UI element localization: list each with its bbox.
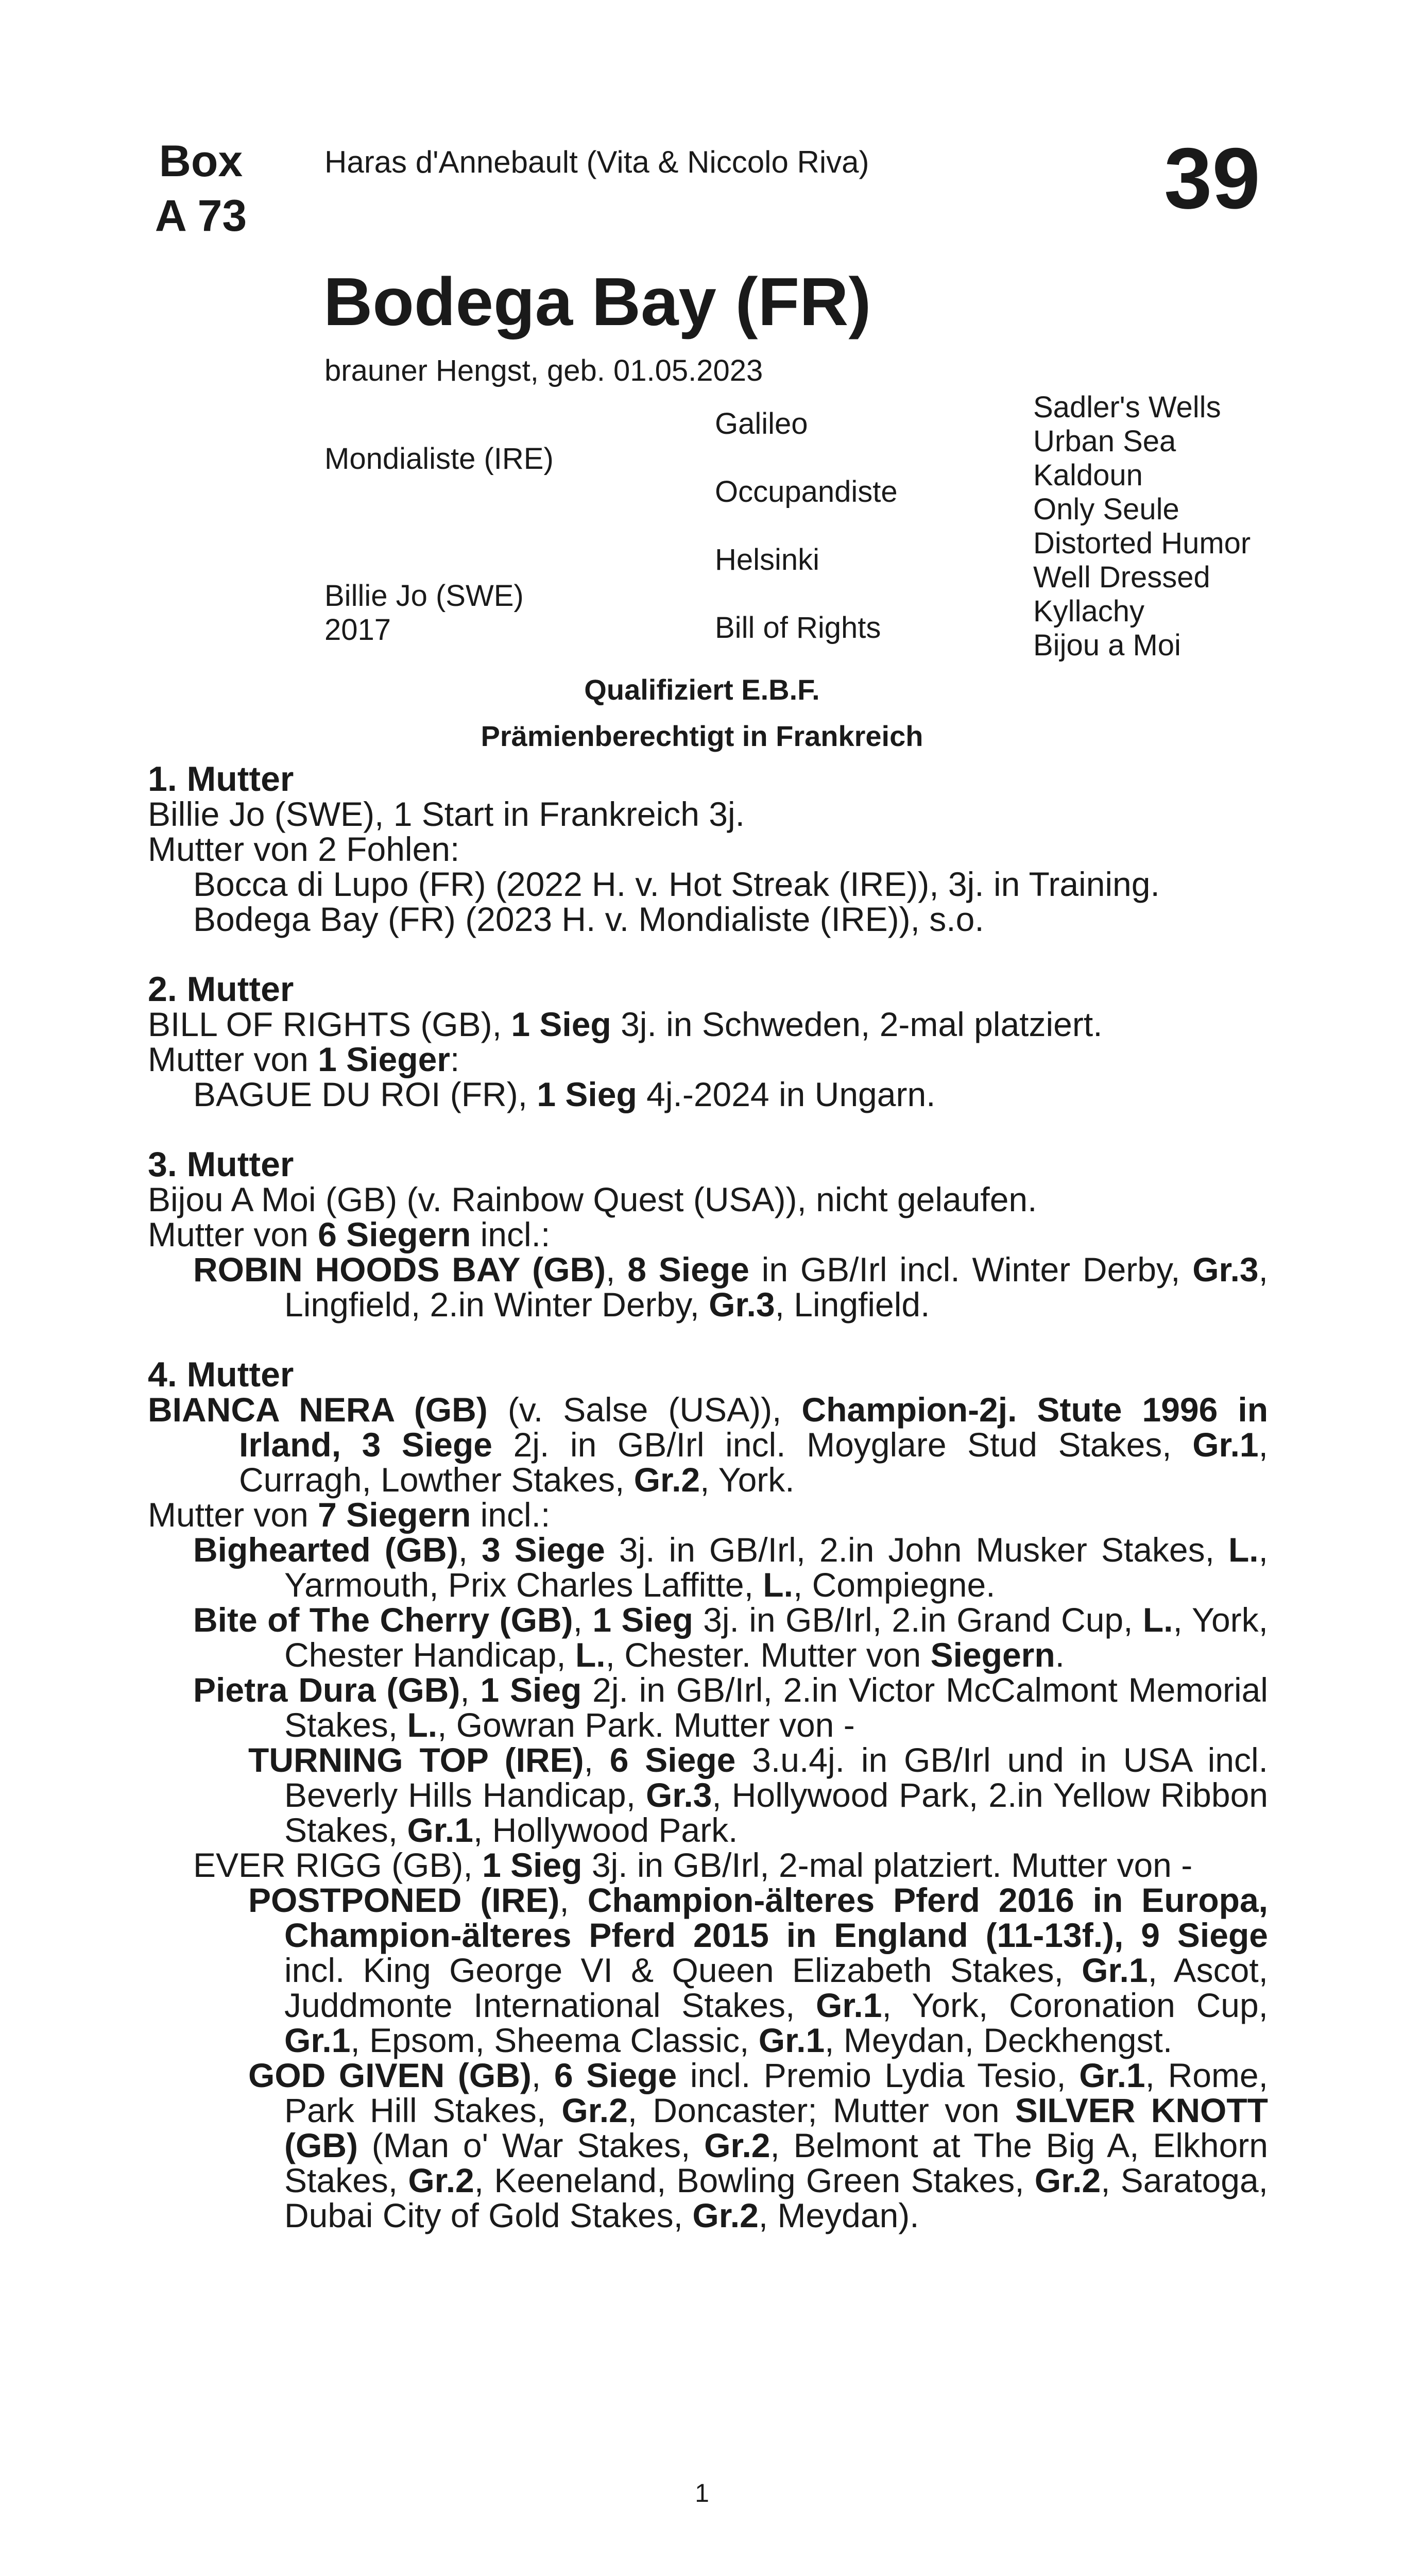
bold-text: Bite of The Cherry (GB): [193, 1601, 573, 1639]
dam-line-content: [148, 761, 1268, 2268]
bold-text: 1 Sieg: [592, 1601, 693, 1639]
text: , Hollywood Park, 2.in Yellow Ribbon Stakes,: [284, 1776, 1268, 1849]
text: , Doncaster; Mutter von: [627, 2091, 1015, 2129]
text: , York, Chester Handicap,: [284, 1601, 1268, 1674]
bold-text: Gr.3: [1192, 1250, 1259, 1289]
horse-description: brauner Hengst, geb. 01.05.2023: [324, 354, 763, 387]
text: in GB/Irl incl. Winter Derby,: [749, 1250, 1193, 1289]
bold-text: 6 Siege: [554, 2056, 677, 2094]
entry-paragraph: [148, 867, 1268, 902]
pedigree-gen3-4: Only Seule: [1033, 493, 1179, 526]
entry-paragraph: [148, 1217, 1268, 1252]
text: ,: [559, 1881, 588, 1919]
section-title: 1. Mutter: [148, 759, 294, 799]
text: , Saratoga, Dubai City of Gold Stakes,: [284, 2161, 1268, 2234]
entry-paragraph: [148, 2058, 1268, 2233]
text: Mutter von: [148, 1215, 318, 1253]
lot-number: 39: [1164, 130, 1260, 227]
text: BILL OF RIGHTS (GB),: [148, 1005, 511, 1043]
text: 3j. in GB/Irl, 2-mal platziert. Mutter von -: [582, 1846, 1193, 1884]
text: 2j. in GB/Irl, 2.in Victor McCalmont Memorial Stakes,: [284, 1671, 1268, 1744]
text: incl. King George VI & Queen Elizabeth Stakes,: [284, 1951, 1082, 1989]
text: 3.u.4j. in GB/Irl und in USA incl. Beverly Hills Handicap,: [284, 1741, 1268, 1814]
bold-text: Gr.3: [645, 1776, 712, 1814]
bold-text: Pietra Dura (GB): [193, 1671, 460, 1709]
bold-text: 3 Siege: [482, 1531, 605, 1569]
text: Bijou A Moi (GB) (v. Rainbow Quest (USA)), nicht gelaufen.: [148, 1180, 1037, 1218]
pedigree-gen2-4: Bill of Rights: [715, 611, 881, 645]
text: ,: [584, 1741, 610, 1779]
box-label-line2: A 73: [155, 191, 247, 241]
text: Bodega Bay (FR) (2023 H. v. Mondialiste (IRE)), s.o.: [193, 900, 984, 938]
bold-text: Gr.2: [561, 2091, 628, 2129]
pedigree-gen3-5: Distorted Humor: [1033, 527, 1251, 560]
bold-text: ROBIN HOODS BAY (GB): [193, 1250, 606, 1289]
text: 3j. in GB/Irl, 2.in John Musker Stakes,: [605, 1531, 1228, 1569]
text: , Hollywood Park.: [473, 1811, 738, 1849]
bold-text: POSTPONED (IRE): [248, 1881, 560, 1919]
section-title: 2. Mutter: [148, 970, 294, 1009]
text: , Lingfield.: [775, 1285, 930, 1324]
section-3: [148, 1147, 1268, 1322]
entry-paragraph: [148, 1742, 1268, 1848]
pedigree-gen3-1: Sadler's Wells: [1033, 391, 1221, 424]
pedigree-gen3-7: Kyllachy: [1033, 595, 1144, 628]
text: Bocca di Lupo (FR) (2022 H. v. Hot Streak (IRE)), 3j. in Training.: [193, 865, 1160, 903]
entry-paragraph: [148, 902, 1268, 937]
bold-text: Gr.2: [633, 1461, 700, 1499]
bold-text: L.: [575, 1636, 606, 1674]
bold-text: L.: [1228, 1531, 1259, 1569]
text: , Gowran Park. Mutter von -: [437, 1706, 855, 1744]
entry-paragraph: [148, 832, 1268, 867]
entry-paragraph: [148, 1848, 1268, 1883]
pedigree-gen2-2: Occupandiste: [715, 475, 898, 509]
bold-text: Gr.1: [1192, 1426, 1259, 1464]
text: .: [1055, 1636, 1065, 1674]
text: Mutter von: [148, 1496, 318, 1534]
entry-paragraph: [148, 1602, 1268, 1672]
entry-paragraph: [148, 1672, 1268, 1742]
text: ,: [531, 2056, 554, 2094]
text: , Chester. Mutter von: [605, 1636, 931, 1674]
text: ,: [606, 1250, 628, 1289]
pedigree-gen2-3: Helsinki: [715, 543, 820, 577]
text: , Rome, Park Hill Stakes,: [284, 2056, 1268, 2129]
text: , Compiegne.: [793, 1566, 996, 1604]
bold-text: 1 Sieg: [480, 1671, 582, 1709]
text: incl.:: [471, 1215, 551, 1253]
text: , Ascot, Juddmonte International Stakes,: [284, 1951, 1268, 2024]
entry-paragraph: [148, 1392, 1268, 1497]
pedigree-gen3-6: Well Dressed: [1033, 561, 1210, 594]
box-label: [149, 134, 252, 243]
bold-text: 6 Siegern: [318, 1215, 471, 1253]
qualification-ebf: Qualifiziert E.B.F.: [584, 673, 820, 706]
section-4: [148, 1357, 1268, 2233]
bold-text: 6 Siege: [609, 1741, 736, 1779]
bold-text: Gr.1: [1079, 2056, 1145, 2094]
text: , York.: [700, 1461, 795, 1499]
text: , Curragh, Lowther Stakes,: [239, 1426, 1268, 1499]
pedigree-gen2-1: Galileo: [715, 407, 808, 440]
bold-text: Bighearted (GB): [193, 1531, 458, 1569]
text: Billie Jo (SWE), 1 Start in Frankreich 3j.: [148, 795, 745, 833]
bold-text: 1 Sieg: [511, 1005, 611, 1043]
entry-paragraph: [148, 1497, 1268, 1532]
bold-text: L.: [763, 1566, 793, 1604]
text: incl.:: [471, 1496, 551, 1534]
box-label-line1: Box: [159, 137, 243, 186]
text: Mutter von 2 Fohlen:: [148, 830, 460, 868]
entry-paragraph: [148, 1077, 1268, 1112]
text: 3j. in Schweden, 2-mal platziert.: [611, 1005, 1103, 1043]
text: incl. Premio Lydia Tesio,: [677, 2056, 1080, 2094]
entry-paragraph: [148, 1532, 1268, 1602]
pedigree-dam-year: 2017: [324, 613, 391, 647]
text: Mutter von: [148, 1040, 318, 1078]
text: 2j. in GB/Irl incl. Moyglare Stud Stakes,: [492, 1426, 1193, 1464]
section-title: 4. Mutter: [148, 1355, 294, 1394]
entry-paragraph: [148, 1252, 1268, 1322]
pedigree-gen3-8: Bijou a Moi: [1033, 629, 1181, 662]
bold-text: Gr.1: [1082, 1951, 1148, 1989]
text: , Yarmouth, Prix Charles Laffitte,: [284, 1531, 1268, 1604]
owner-name: Haras d'Annebault (Vita & Niccolo Riva): [324, 145, 869, 179]
text: 3j. in GB/Irl, 2.in Grand Cup,: [693, 1601, 1143, 1639]
section-2: [148, 972, 1268, 1112]
text: ,: [458, 1531, 482, 1569]
text: ,: [460, 1671, 481, 1709]
entry-paragraph: [148, 1042, 1268, 1077]
text: , Lingfield, 2.in Winter Derby,: [284, 1250, 1268, 1324]
bold-text: Gr.2: [408, 2161, 474, 2199]
page-number: 1: [695, 2479, 709, 2507]
bold-text: SILVER KNOTT (GB): [284, 2091, 1268, 2164]
section-1: [148, 761, 1268, 937]
entry-paragraph: [148, 1182, 1268, 1217]
text: , Meydan).: [758, 2196, 919, 2234]
bold-text: Gr.1: [758, 2021, 825, 2059]
bold-text: TURNING TOP (IRE): [248, 1741, 584, 1779]
bold-text: 8 Siege: [627, 1250, 749, 1289]
pedigree-dam: Billie Jo (SWE): [324, 579, 524, 613]
bold-text: Champion-älteres Pferd 2016 in Europa, Champion-älteres Pferd 2015 in England (11-13f.), 9 Siege: [284, 1881, 1268, 1954]
bold-text: L.: [407, 1706, 438, 1744]
text: , York, Coronation Cup,: [882, 1986, 1268, 2024]
bold-text: 1 Sieg: [482, 1846, 583, 1884]
bold-text: BIANCA NERA (GB): [148, 1391, 488, 1429]
horse-name: Bodega Bay (FR): [323, 264, 871, 340]
bold-text: Gr.1: [407, 1811, 473, 1849]
pedigree-gen3-2: Urban Sea: [1033, 425, 1176, 458]
bold-text: 1 Sieg: [537, 1075, 637, 1113]
text: (v. Salse (USA)),: [487, 1391, 802, 1429]
bold-text: GOD GIVEN (GB): [248, 2056, 532, 2094]
pedigree-sire: Mondialiste (IRE): [324, 442, 554, 476]
text: , Keeneland, Bowling Green Stakes,: [474, 2161, 1035, 2199]
text: ,: [573, 1601, 593, 1639]
text: :: [450, 1040, 460, 1078]
bold-text: Gr.1: [284, 2021, 351, 2059]
bold-text: Champion-2j. Stute 1996 in Irland, 3 Siege: [239, 1391, 1269, 1464]
bold-text: Gr.2: [692, 2196, 759, 2234]
bold-text: 7 Siegern: [318, 1496, 471, 1534]
bold-text: 1 Sieger: [318, 1040, 450, 1078]
bold-text: Gr.2: [704, 2126, 771, 2164]
bold-text: Gr.1: [816, 1986, 882, 2024]
text: , Belmont at The Big A, Elkhorn Stakes,: [284, 2126, 1268, 2199]
section-title: 3. Mutter: [148, 1145, 294, 1184]
entry-paragraph: [148, 1883, 1268, 2058]
entry-paragraph: [148, 1007, 1268, 1042]
text: BAGUE DU ROI (FR),: [193, 1075, 537, 1113]
qualification-premium: Prämienberechtigt in Frankreich: [481, 720, 923, 752]
text: , Meydan, Deckhengst.: [825, 2021, 1173, 2059]
bold-text: Gr.3: [709, 1285, 775, 1324]
text: (Man o' War Stakes,: [357, 2126, 705, 2164]
text: , Epsom, Sheema Classic,: [350, 2021, 759, 2059]
bold-text: Siegern: [930, 1636, 1055, 1674]
entry-paragraph: [148, 796, 1268, 832]
bold-text: Gr.2: [1034, 2161, 1101, 2199]
bold-text: L.: [1142, 1601, 1173, 1639]
text: 4j.-2024 in Ungarn.: [637, 1075, 936, 1113]
text: EVER RIGG (GB),: [193, 1846, 483, 1884]
pedigree-gen3-3: Kaldoun: [1033, 459, 1143, 492]
